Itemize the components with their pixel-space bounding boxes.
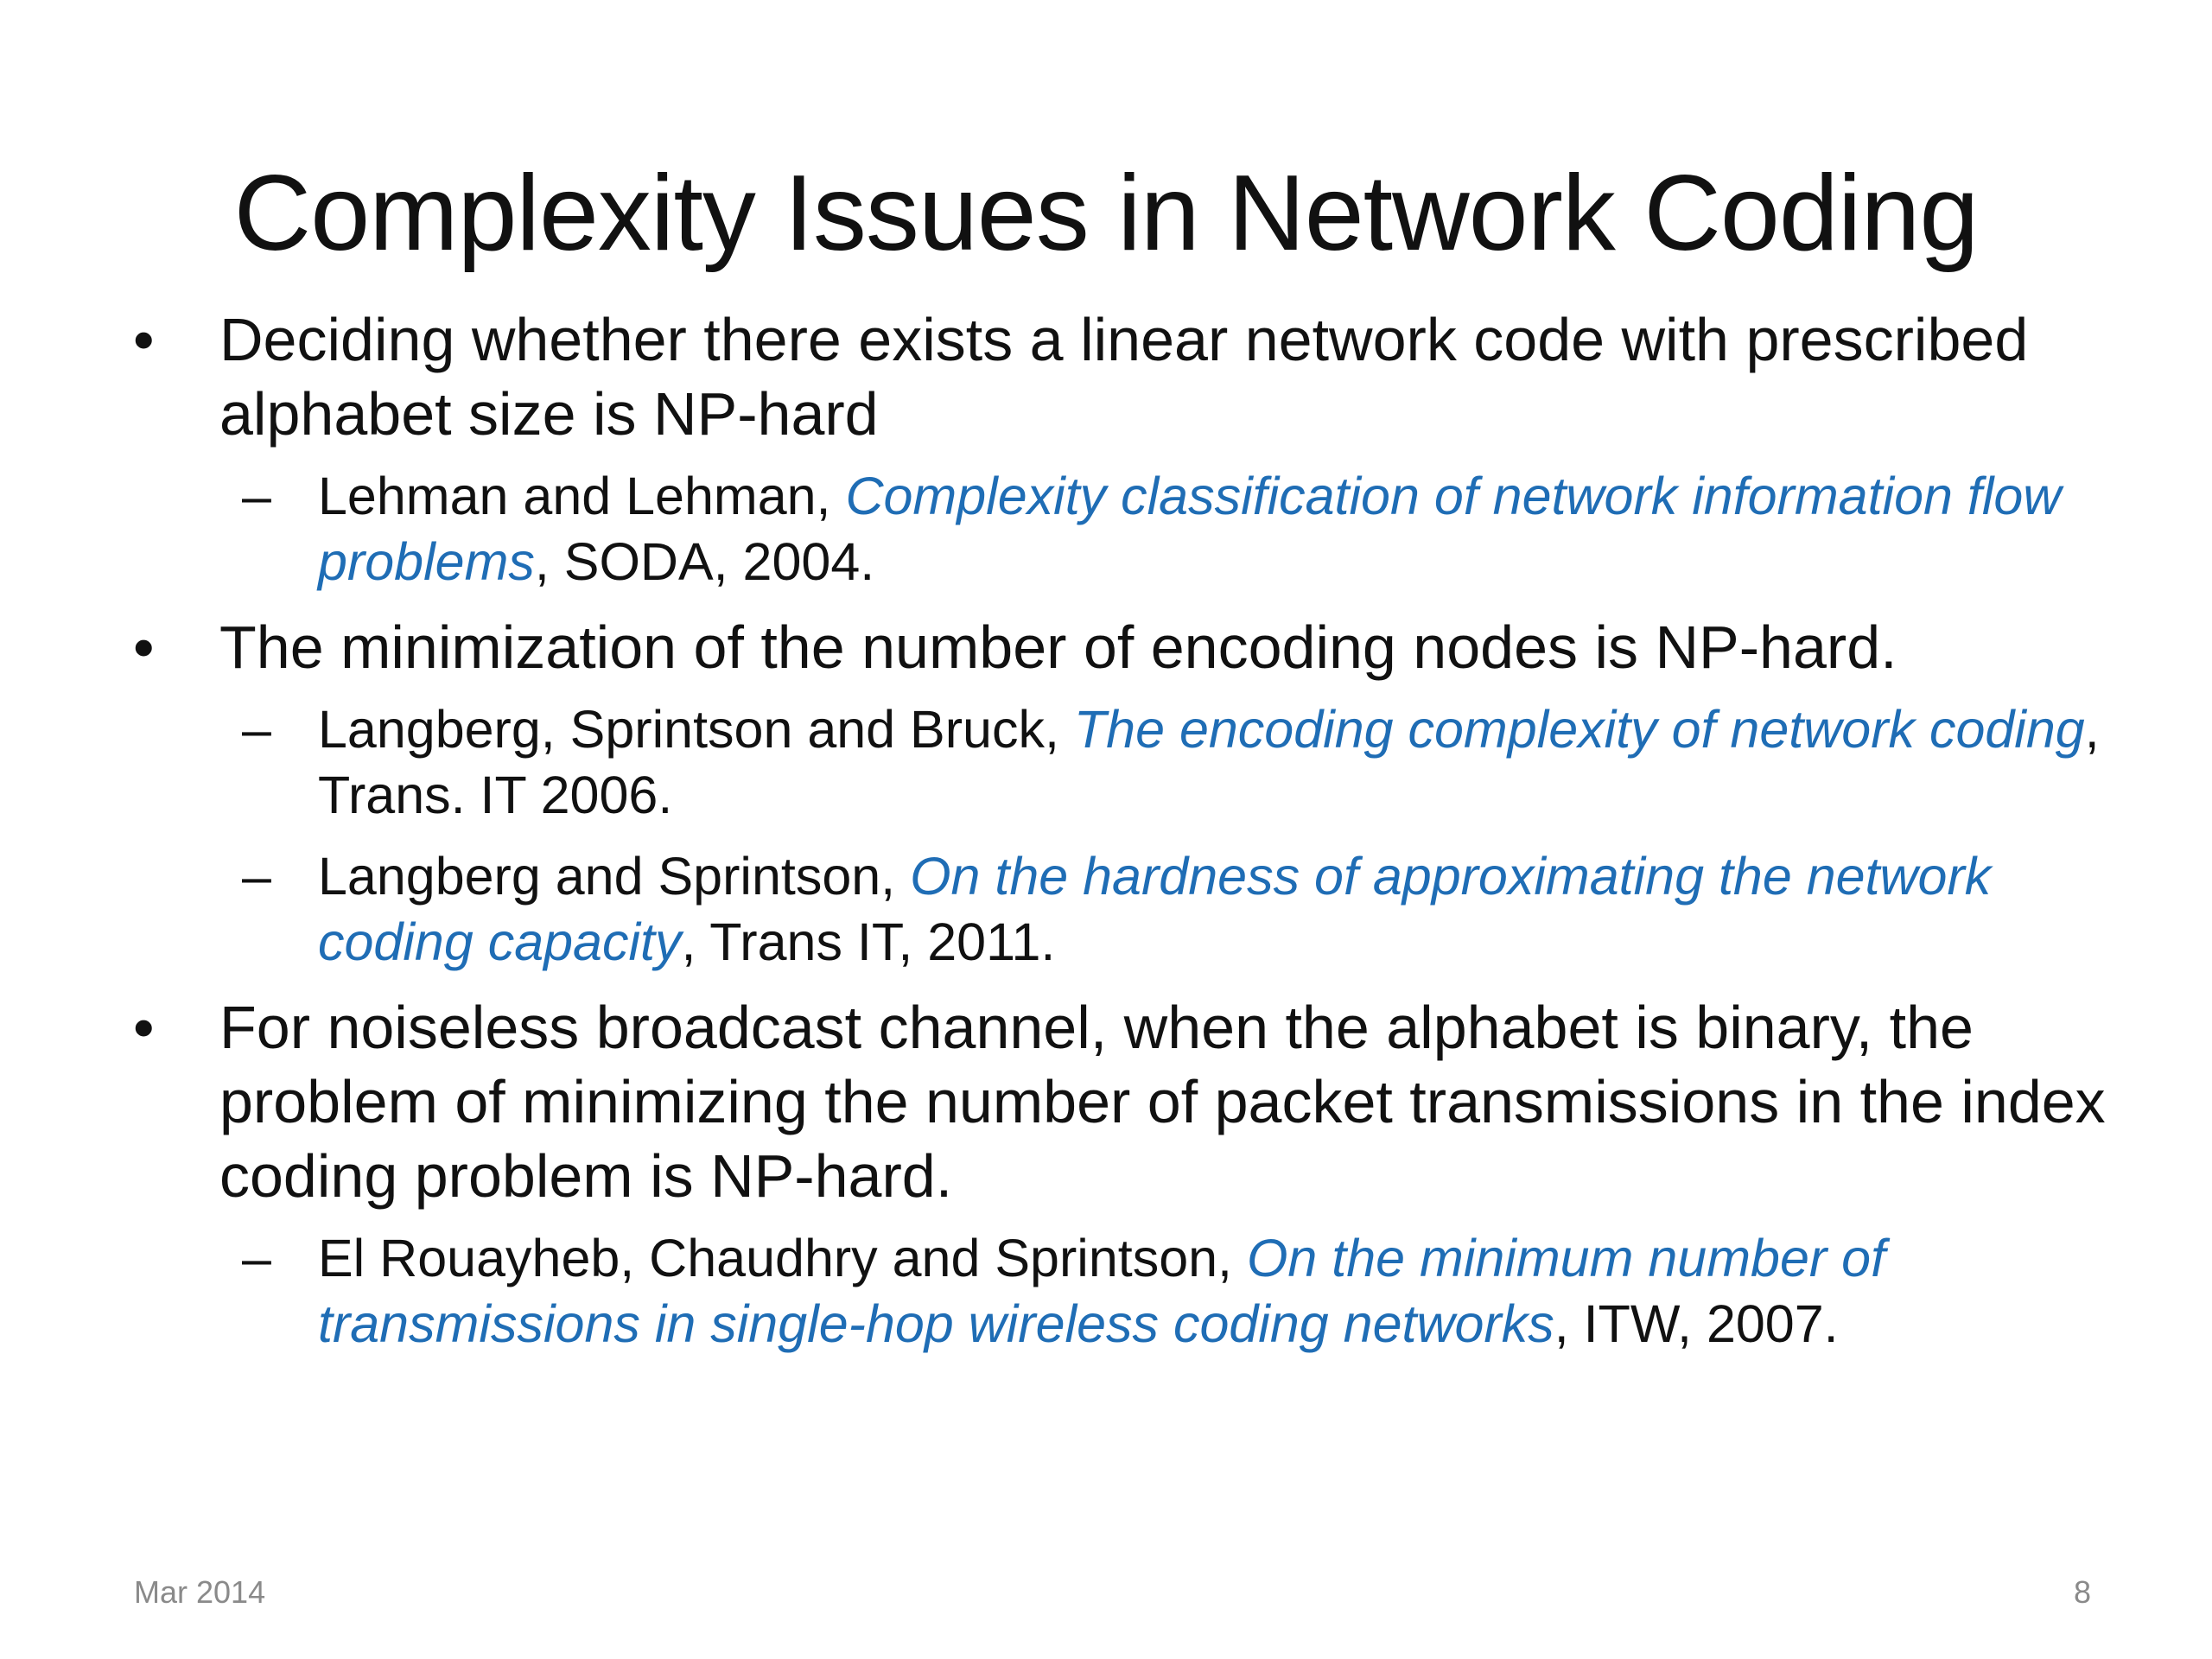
bullet-text: Deciding whether there exists a linear network code with prescribed alphabet size is NP-hard — [219, 306, 2029, 448]
citation-item — [130, 843, 2117, 975]
footer-date: Mar 2014 — [134, 1574, 266, 1610]
citation-title: Complexity classification of network information flow problems — [318, 467, 2062, 591]
citation-authors: Lehman and Lehman, — [318, 467, 846, 525]
dash-icon: – — [242, 1229, 271, 1287]
citation-venue: , ITW, 2007. — [1554, 1294, 1839, 1353]
dash-icon: – — [242, 467, 271, 525]
bullet-icon: • — [133, 306, 155, 373]
citation-authors: Langberg and Sprintson, — [318, 847, 911, 906]
dash-icon: – — [242, 847, 271, 906]
citation-authors: Langberg, Sprintson and Bruck, — [318, 700, 1074, 759]
citation-authors: El Rouayheb, Chaudhry and Sprintson, — [318, 1229, 1247, 1287]
citation-title: On the minimum number of transmissions in single-hop wireless coding networks — [318, 1229, 1886, 1353]
page-number: 8 — [2073, 1574, 2091, 1610]
citation-venue: , Trans. IT 2006. — [318, 700, 2100, 824]
bullet-item — [130, 610, 2117, 684]
bullet-icon: • — [133, 613, 155, 681]
slide-content — [130, 302, 2117, 1372]
citation-venue: , Trans IT, 2011. — [681, 912, 1056, 971]
citation-item — [130, 1225, 2117, 1357]
bullet-text: For noiseless broadcast channel, when the alphabet is binary, the problem of minimizing the number of packet transmissions in the index coding problem is NP-hard. — [219, 994, 2106, 1210]
bullet-text: The minimization of the number of encoding nodes is NP-hard. — [219, 613, 1897, 681]
citation-title: The encoding complexity of network coding — [1073, 700, 2085, 759]
citation-item — [130, 463, 2117, 594]
dash-icon: – — [242, 700, 271, 759]
citation-title: On the hardness of approximating the network coding capacity — [318, 847, 1992, 971]
bullet-item — [130, 302, 2117, 451]
citation-venue: , SODA, 2004. — [534, 532, 875, 591]
citation-item — [130, 696, 2117, 828]
slide-title: Complexity Issues in Network Coding — [233, 154, 1979, 273]
bullet-item — [130, 990, 2117, 1213]
bullet-icon: • — [133, 994, 155, 1061]
